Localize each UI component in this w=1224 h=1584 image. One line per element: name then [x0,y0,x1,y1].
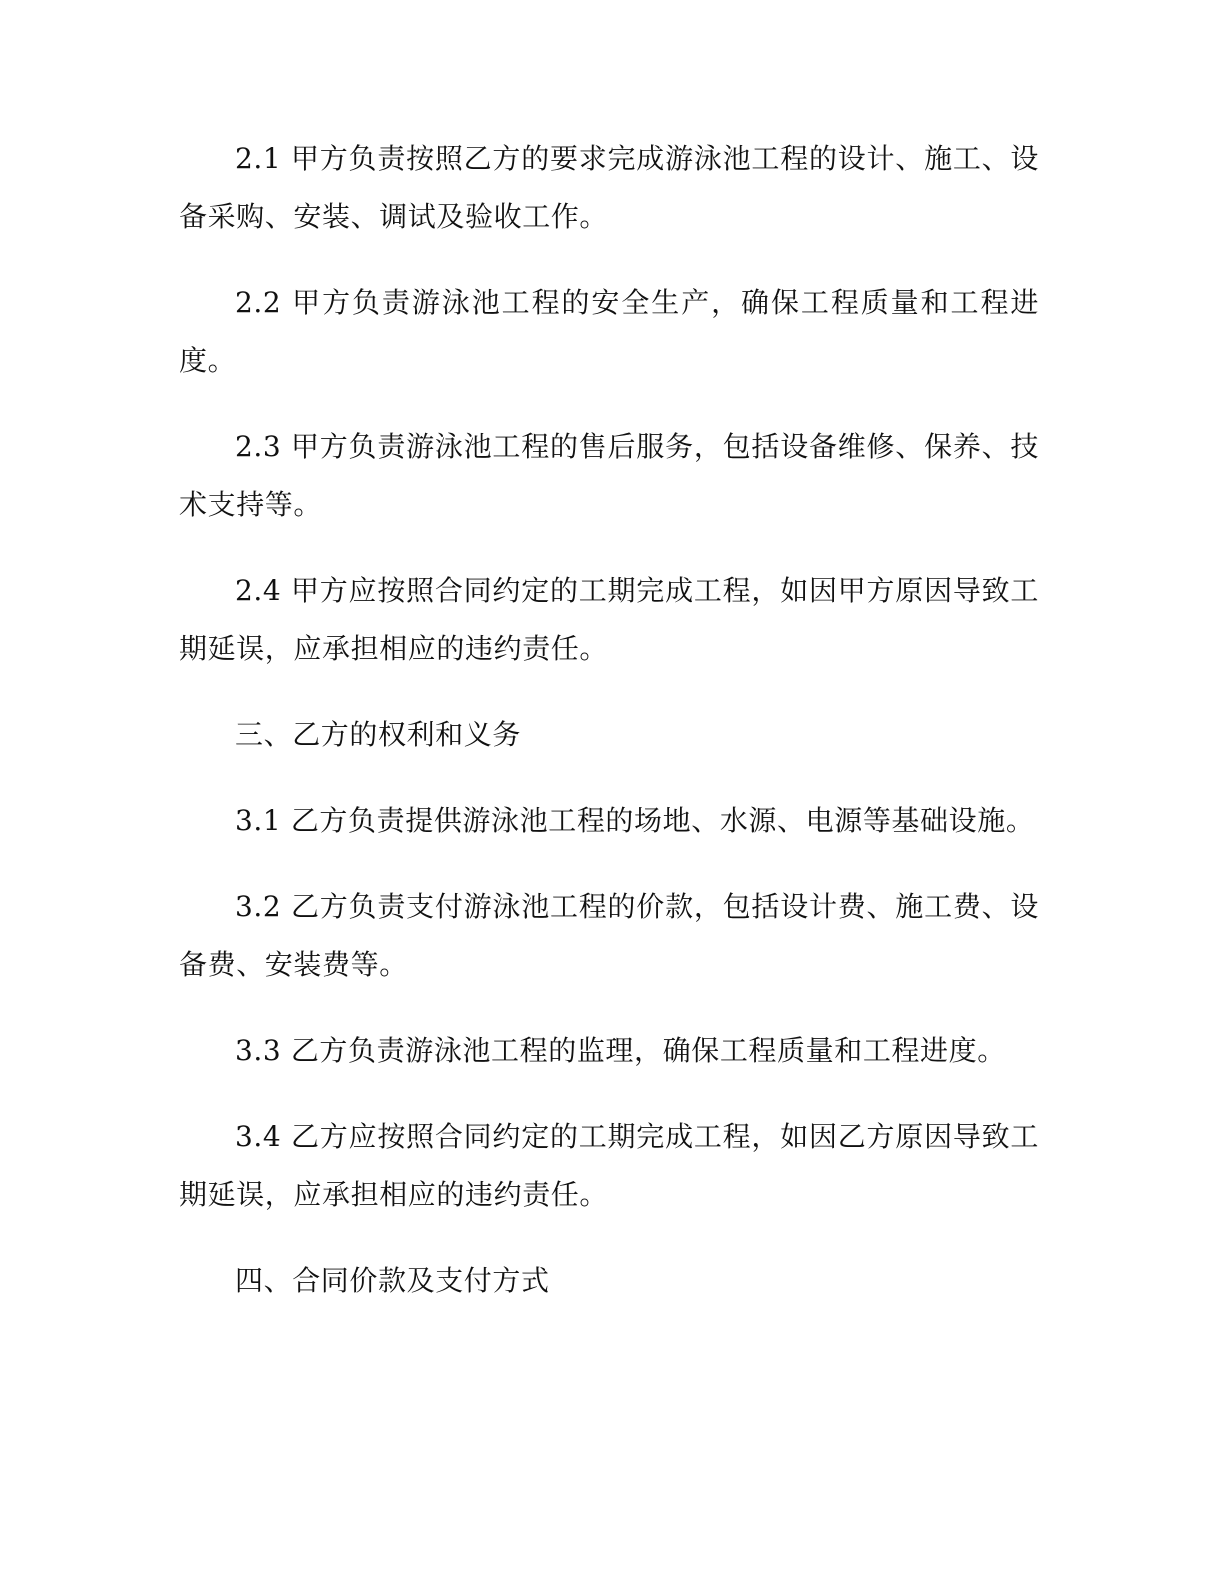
section-3-heading: 三、乙方的权利和义务 [235,718,522,751]
clause-2-4: 2.4 甲方应按照合同约定的工期完成工程，如因甲方原因导致工期延误，应承担相应的违约责任。 [179,574,1039,665]
section-4-heading: 四、合同价款及支付方式 [235,1264,550,1297]
clause-3-4: 3.4 乙方应按照合同约定的工期完成工程，如因乙方原因导致工期延误，应承担相应的违约责任。 [179,1120,1039,1211]
clause-2-3: 2.3 甲方负责游泳池工程的售后服务，包括设备维修、保养、技术支持等。 [179,430,1039,521]
clause-2-1: 2.1 甲方负责按照乙方的要求完成游泳池工程的设计、施工、设备采购、安装、调试及验收工作。 [179,142,1039,233]
clause-2-2: 2.2 甲方负责游泳池工程的安全生产，确保工程质量和工程进度。 [179,286,1039,377]
document-body [179,130,1039,1338]
clause-3-1: 3.1 乙方负责提供游泳池工程的场地、水源、电源等基础设施。 [235,804,1035,837]
clause-3-2: 3.2 乙方负责支付游泳池工程的价款，包括设计费、施工费、设备费、安装费等。 [179,890,1039,981]
clause-3-3: 3.3 乙方负责游泳池工程的监理，确保工程质量和工程进度。 [235,1034,1006,1067]
